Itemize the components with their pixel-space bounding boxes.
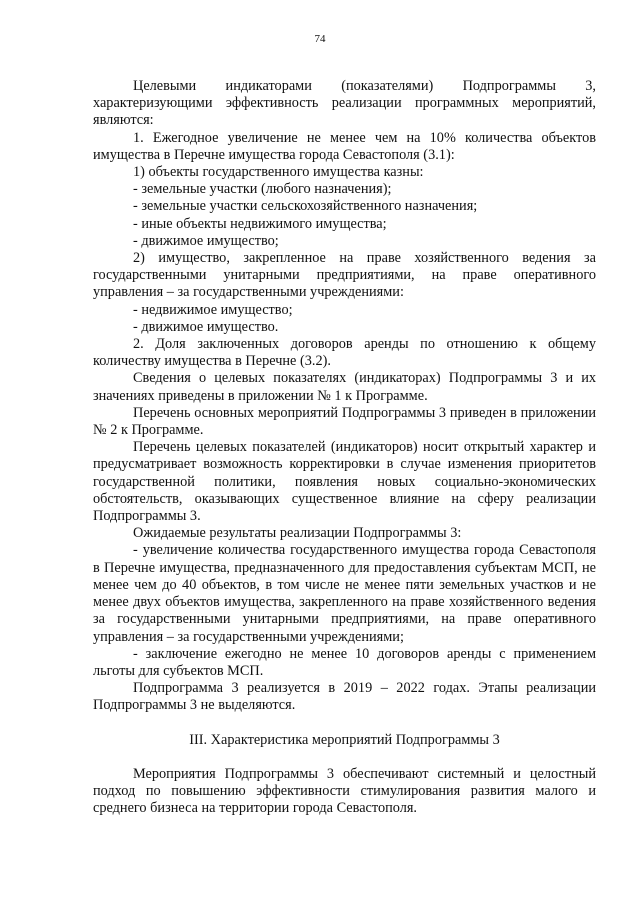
paragraph: - движимое имущество. xyxy=(133,318,279,335)
paragraph: - недвижимое имущество; xyxy=(133,301,293,318)
paragraph: Перечень целевых показателей (индикаторов) носит открытый характер и предусматривает возможность корректировки в случае изменения приоритетов государственной политики, появления новых социально-экономических обстоятельств, оказывающих существенное влияние на сферу реализации Подпрограммы 3. xyxy=(93,439,596,525)
document-body xyxy=(93,78,596,817)
paragraph: Сведения о целевых показателях (индикаторах) Подпрограммы 3 и их значениях приведены в приложении № 1 к Программе. xyxy=(93,370,596,404)
paragraph: 1. Ежегодное увеличение не менее чем на 10% количества объектов имущества в Перечне имущества города Севастополя (3.1): xyxy=(93,129,596,163)
paragraph: - движимое имущество; xyxy=(133,232,279,249)
paragraph: Перечень основных мероприятий Подпрограммы 3 приведен в приложении № 2 к Программе. xyxy=(93,404,596,439)
paragraph: 2) имущество, закрепленное на праве хозяйственного ведения за государственными унитарными предприятиями, на праве оперативного управления – за государственными учреждениями: xyxy=(93,250,596,301)
paragraph: 1) объекты государственного имущества казны: xyxy=(133,164,424,181)
paragraph: Подпрограмма 3 реализуется в 2019 – 2022 годах. Этапы реализации Подпрограммы 3 не выделяются. xyxy=(93,680,596,714)
paragraph: - увеличение количества государственного имущества города Севастополя в Перечне имущества, предназначенного для предоставления субъектам МСП, не менее чем до 40 объектов, в том числе не менее пяти земельных участков и не менее двух объектов имущества, закрепленного на праве хозяйственного ведения за государственными унитарными предприятиями, на праве оперативного управления – за государственными учреждениями; xyxy=(93,542,596,645)
paragraph: - земельные участки сельскохозяйственного назначения; xyxy=(133,198,478,215)
paragraph: - земельные участки (любого назначения); xyxy=(133,181,392,198)
paragraph: 2. Доля заключенных договоров аренды по отношению к общему количеству имущества в Перечне (3.2). xyxy=(93,336,596,370)
section-heading: III. Характеристика мероприятий Подпрограммы 3 xyxy=(189,731,500,748)
paragraph: Мероприятия Подпрограммы 3 обеспечивают системный и целостный подход по повышению эффективности стимулирования развития малого и среднего бизнеса на территории города Севастополя. xyxy=(93,765,596,817)
paragraph: - заключение ежегодно не менее 10 договоров аренды с применением льготы для субъектов МСП. xyxy=(93,645,596,679)
paragraph: Целевыми индикаторами (показателями) Подпрограммы 3, характеризующими эффективность реализации программных мероприятий, являются: xyxy=(93,78,596,129)
paragraph: Ожидаемые результаты реализации Подпрограммы 3: xyxy=(133,525,462,542)
paragraph: - иные объекты недвижимого имущества; xyxy=(133,215,387,232)
page-number: 74 xyxy=(314,33,326,45)
